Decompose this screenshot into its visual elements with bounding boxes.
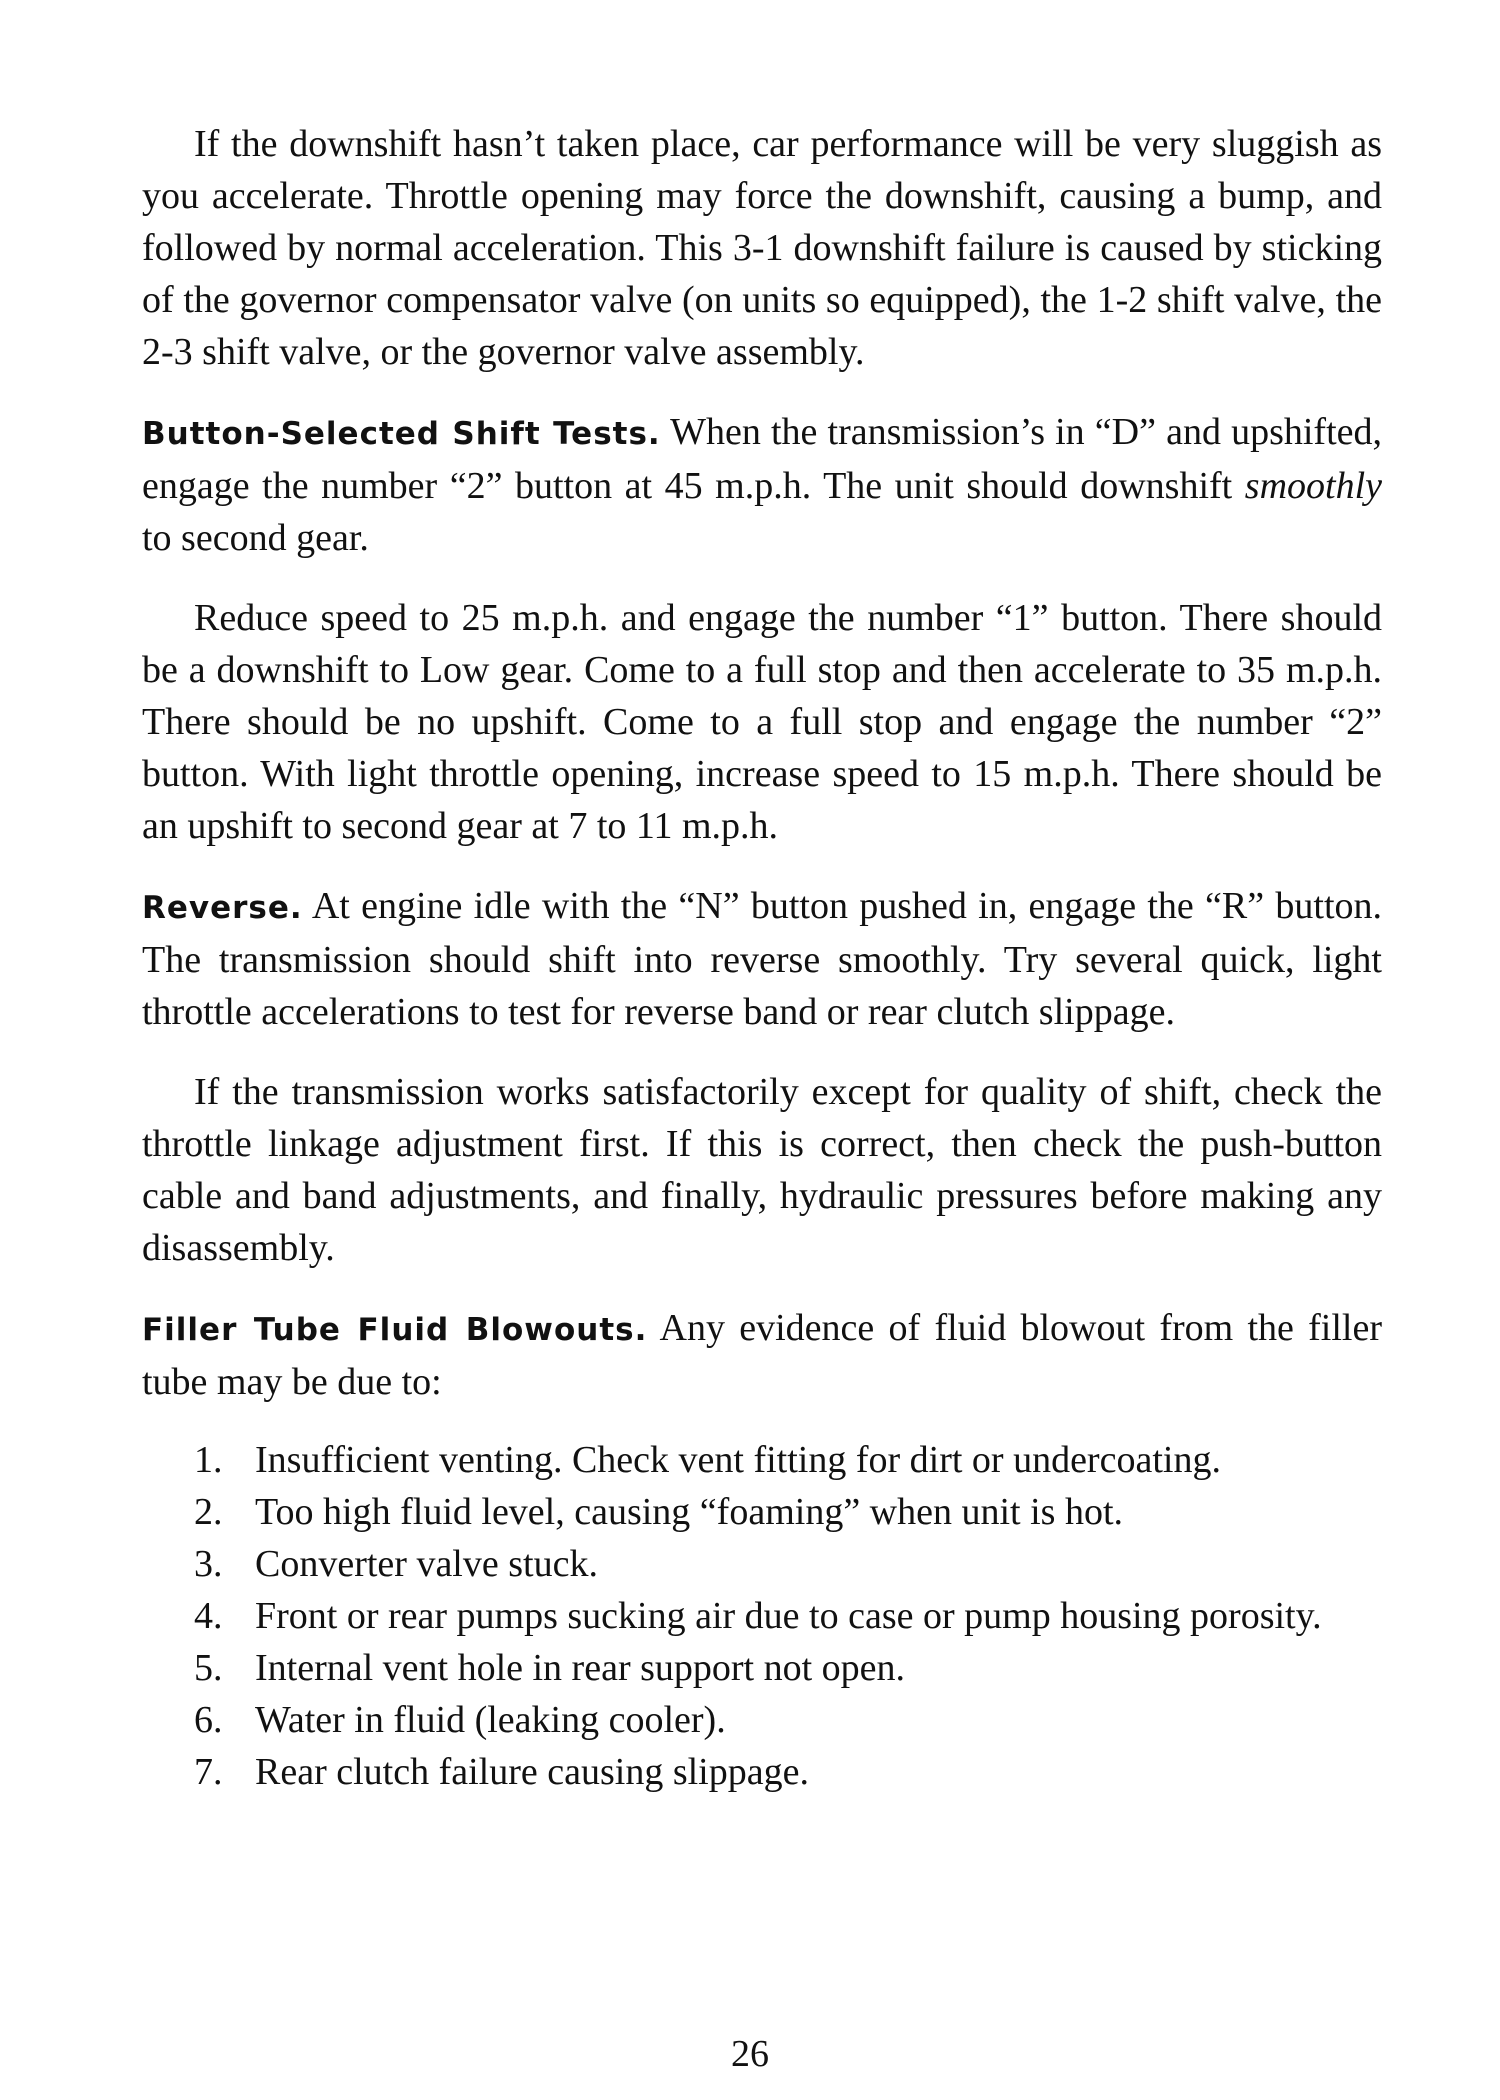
paragraph-reduce-speed: Reduce speed to 25 m.p.h. and engage the number “1” button. There should be a downshift to Low gear. Come to a full stop and then accelerate to 35 m.p.h. There should be no upshift. Come to a full stop and engage the number “2” button. With light throttle opening, increase speed to 15 m.p.h. There should be an upshift to second gear at 7 to 11 m.p.h. (142, 597, 1382, 847)
list-item-number: 7. (194, 1751, 223, 1793)
list-item-text: Converter valve stuck. (255, 1543, 598, 1585)
heading-button-selected-shift-tests: Button-Selected Shift Tests. (142, 416, 661, 452)
list-item (142, 1486, 1382, 1538)
list-item (142, 1642, 1382, 1694)
button-selected-text-1: When the transmission’s in “D” and upshifted, engage the number “2” button at 45 m.p.h. The unit should downshift (142, 411, 1383, 507)
heading-filler-tube-fluid-blowouts: Filler Tube Fluid Blowouts. (142, 1312, 648, 1348)
paragraph-downshift-failure: If the downshift hasn’t taken place, car performance will be very sluggish as you accelerate. Throttle opening may force the downshift, causing a bump, and followed by normal acceleration. This 3-1 downshift failure is caused by sticking of the governor compensator valve (on units so equipped), the 1-2 shift valve, the 2-3 shift valve, or the governor valve assembly. (142, 123, 1382, 373)
button-selected-text-2: to second gear. (142, 517, 369, 559)
paragraph-reverse (142, 880, 1382, 1038)
list-item (142, 1538, 1382, 1590)
list-item-number: 5. (194, 1647, 223, 1689)
list-item-text: Internal vent hole in rear support not open. (255, 1647, 906, 1689)
list-item-text: Insufficient venting. Check vent fitting for dirt or undercoating. (255, 1439, 1221, 1481)
paragraph-button-selected-shift-tests (142, 406, 1382, 564)
page-body (142, 118, 1382, 1798)
list-item (142, 1590, 1382, 1642)
list-item-text: Front or rear pumps sucking air due to case or pump housing porosity. (255, 1595, 1322, 1637)
list-item-number: 4. (194, 1595, 223, 1637)
list-item-text: Water in fluid (leaking cooler). (255, 1699, 726, 1741)
page-number: 26 (731, 2033, 769, 2075)
heading-reverse: Reverse. (142, 890, 303, 926)
list-item-number: 3. (194, 1543, 223, 1585)
list-item-text: Too high fluid level, causing “foaming” when unit is hot. (255, 1491, 1124, 1533)
paragraph-quality-of-shift: If the transmission works satisfactorily except for quality of shift, check the throttle linkage adjustment first. If this is correct, then check the push-button cable and band adjustments, and finally, hydraulic pressures before making any disassembly. (142, 1071, 1382, 1269)
reverse-text: At engine idle with the “N” button pushed in, engage the “R” button. The transmission should shift into reverse smoothly. Try several quick, light throttle accelerations to test for reverse band or rear clutch slippage. (142, 885, 1382, 1033)
list-item-number: 2. (194, 1491, 223, 1533)
filler-tube-text: Any evidence of fluid blowout from the filler tube may be due to: (142, 1307, 1382, 1403)
list-item (142, 1434, 1382, 1486)
button-selected-italic: smoothly (1244, 465, 1382, 507)
list-item (142, 1746, 1382, 1798)
list-item-number: 6. (194, 1699, 223, 1741)
list-item-text: Rear clutch failure causing slippage. (255, 1751, 809, 1793)
paragraph-filler-tube (142, 1302, 1382, 1408)
causes-list (142, 1434, 1382, 1798)
list-item (142, 1694, 1382, 1746)
list-item-number: 1. (194, 1439, 223, 1481)
